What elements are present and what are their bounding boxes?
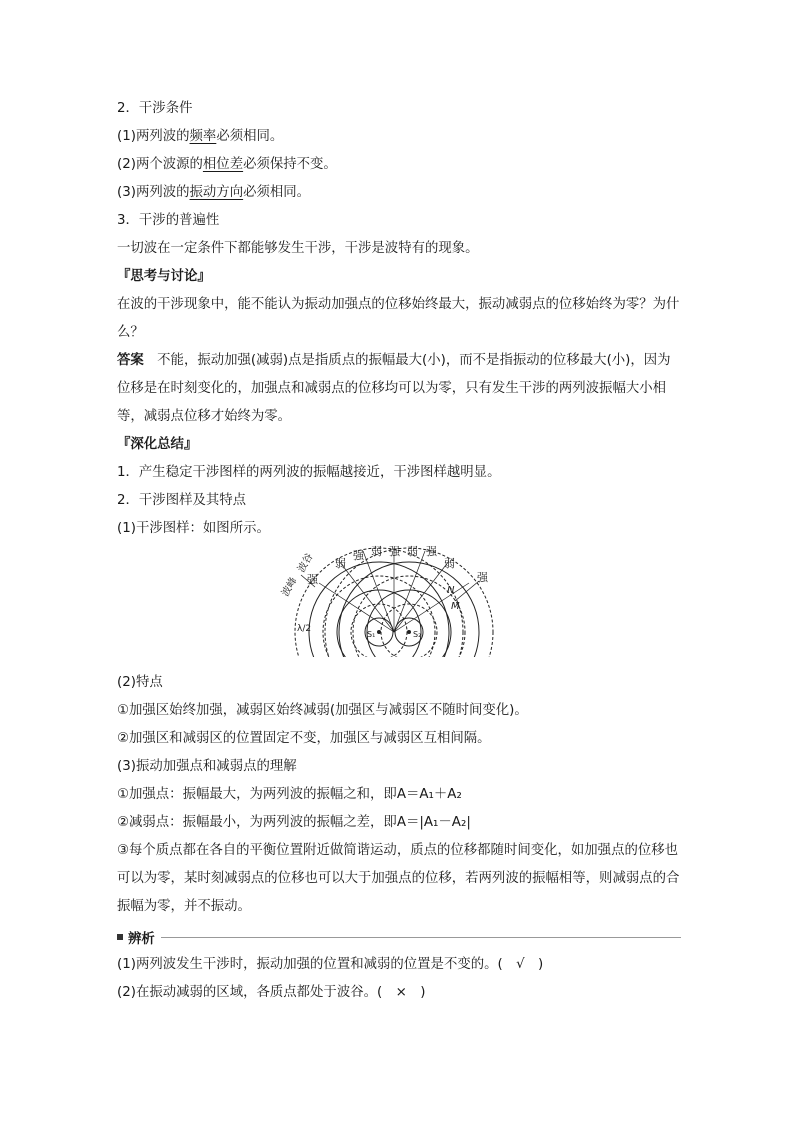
condition-1-post: 必须相同。 bbox=[216, 129, 284, 144]
source-2-dot bbox=[407, 630, 411, 634]
condition-3-key: 振动方向 bbox=[189, 185, 244, 200]
label-weak-1: 弱 bbox=[371, 545, 382, 558]
feature-1: ①加强区始终加强，减弱区始终减弱(加强区与减弱区不随时间变化)。 bbox=[117, 703, 528, 718]
answer-label: 答案 bbox=[117, 353, 144, 368]
answer-text: 不能，振动加强(减弱)点是指质点的振幅最大(小)，而不是指振动的位移最大(小)，因为位移是在时刻变化的，加强点和减弱点的位移均可以为零，只有发生干涉的两列波振幅大小相等，减弱点位移才始终为零。 bbox=[117, 353, 671, 424]
think-question: 在波的干涉现象中，能不能认为振动加强点的位移始终最大，振动减弱点的位移始终为零？为什么？ bbox=[117, 297, 680, 340]
label-trough: 波谷 bbox=[296, 551, 316, 575]
label-strong-2: 强 bbox=[389, 545, 400, 558]
condition-3-post: 必须相同。 bbox=[243, 185, 311, 200]
analysis-label: 辨析 bbox=[128, 931, 155, 947]
source-1-dot bbox=[377, 630, 381, 634]
label-lambda-half: λ/2 bbox=[297, 624, 312, 634]
summary-title: 『深化总结』 bbox=[117, 437, 198, 452]
label-weak-3: 弱 bbox=[335, 557, 346, 570]
understand-2: ②减弱点：振幅最小，为两列波的振幅之差，即A＝|A₁－A₂| bbox=[117, 815, 471, 830]
label-strong-4: 强 bbox=[307, 573, 318, 586]
interference-figure bbox=[117, 545, 681, 665]
label-weak-4: 弱 bbox=[444, 557, 455, 570]
understand-1: ①加强点：振幅最大，为两列波的振幅之和，即A＝A₁＋A₂ bbox=[117, 787, 462, 802]
section-2-title: 2．干涉条件 bbox=[117, 101, 193, 116]
condition-3-pre: (3)两列波的 bbox=[117, 185, 190, 200]
label-M: M bbox=[451, 601, 460, 612]
condition-1-key: 频率 bbox=[189, 129, 217, 144]
answer-paragraph bbox=[117, 347, 681, 431]
judge-item-2: (2)在振动减弱的区域，各质点都处于波谷。( × ) bbox=[117, 985, 426, 1000]
interference-diagram bbox=[279, 545, 509, 665]
condition-2-pre: (2)两个波源的 bbox=[117, 157, 203, 172]
judge-item-1: (1)两列波发生干涉时，振动加强的位置和减弱的位置是不变的。( √ ) bbox=[117, 957, 544, 972]
section-3-title: 3．干涉的普遍性 bbox=[117, 213, 220, 228]
divider-rule bbox=[161, 937, 681, 938]
condition-1 bbox=[117, 123, 681, 151]
label-N: N bbox=[447, 585, 455, 596]
label-weak-2: 弱 bbox=[407, 545, 418, 558]
feature-2: ②加强区和减弱区的位置固定不变，加强区与减弱区互相间隔。 bbox=[117, 731, 491, 746]
label-S1: S₁ bbox=[367, 630, 376, 639]
think-discuss-title: 『思考与讨论』 bbox=[117, 269, 211, 284]
analysis-divider bbox=[117, 923, 681, 951]
label-strong-1: 强 bbox=[353, 549, 364, 562]
section-3-text: 一切波在一定条件下都能够发生干涉，干涉是波特有的现象。 bbox=[117, 241, 479, 256]
condition-2-post: 必须保持不变。 bbox=[243, 157, 337, 172]
understand-3: ③每个质点都在各自的平衡位置附近做简谐运动，质点的位移都随时间变化，如加强点的位移也可以为零，某时刻减弱点的位移也可以大于加强点的位移，若两列波的振幅相等，则减弱点的合振幅为零，并不振动。 bbox=[117, 843, 680, 914]
condition-2 bbox=[117, 151, 681, 179]
label-strong-5: 强 bbox=[477, 571, 488, 584]
condition-1-pre: (1)两列波的 bbox=[117, 129, 190, 144]
square-bullet-icon bbox=[117, 934, 123, 940]
condition-2-key: 相位差 bbox=[202, 157, 244, 172]
summary-item-1: 1．产生稳定干涉图样的两列波的振幅越接近，干涉图样越明显。 bbox=[117, 465, 501, 480]
features-title: (2)特点 bbox=[117, 675, 163, 690]
condition-3 bbox=[117, 179, 681, 207]
label-S2: S₂ bbox=[413, 630, 422, 639]
label-strong-3: 强 bbox=[426, 545, 437, 558]
summary-item-2-1: (1)干涉图样：如图所示。 bbox=[117, 521, 270, 536]
understand-title: (3)振动加强点和减弱点的理解 bbox=[117, 759, 297, 774]
label-crest: 波峰 bbox=[280, 575, 300, 599]
summary-item-2: 2．干涉图样及其特点 bbox=[117, 493, 247, 508]
document-page bbox=[117, 95, 681, 1007]
